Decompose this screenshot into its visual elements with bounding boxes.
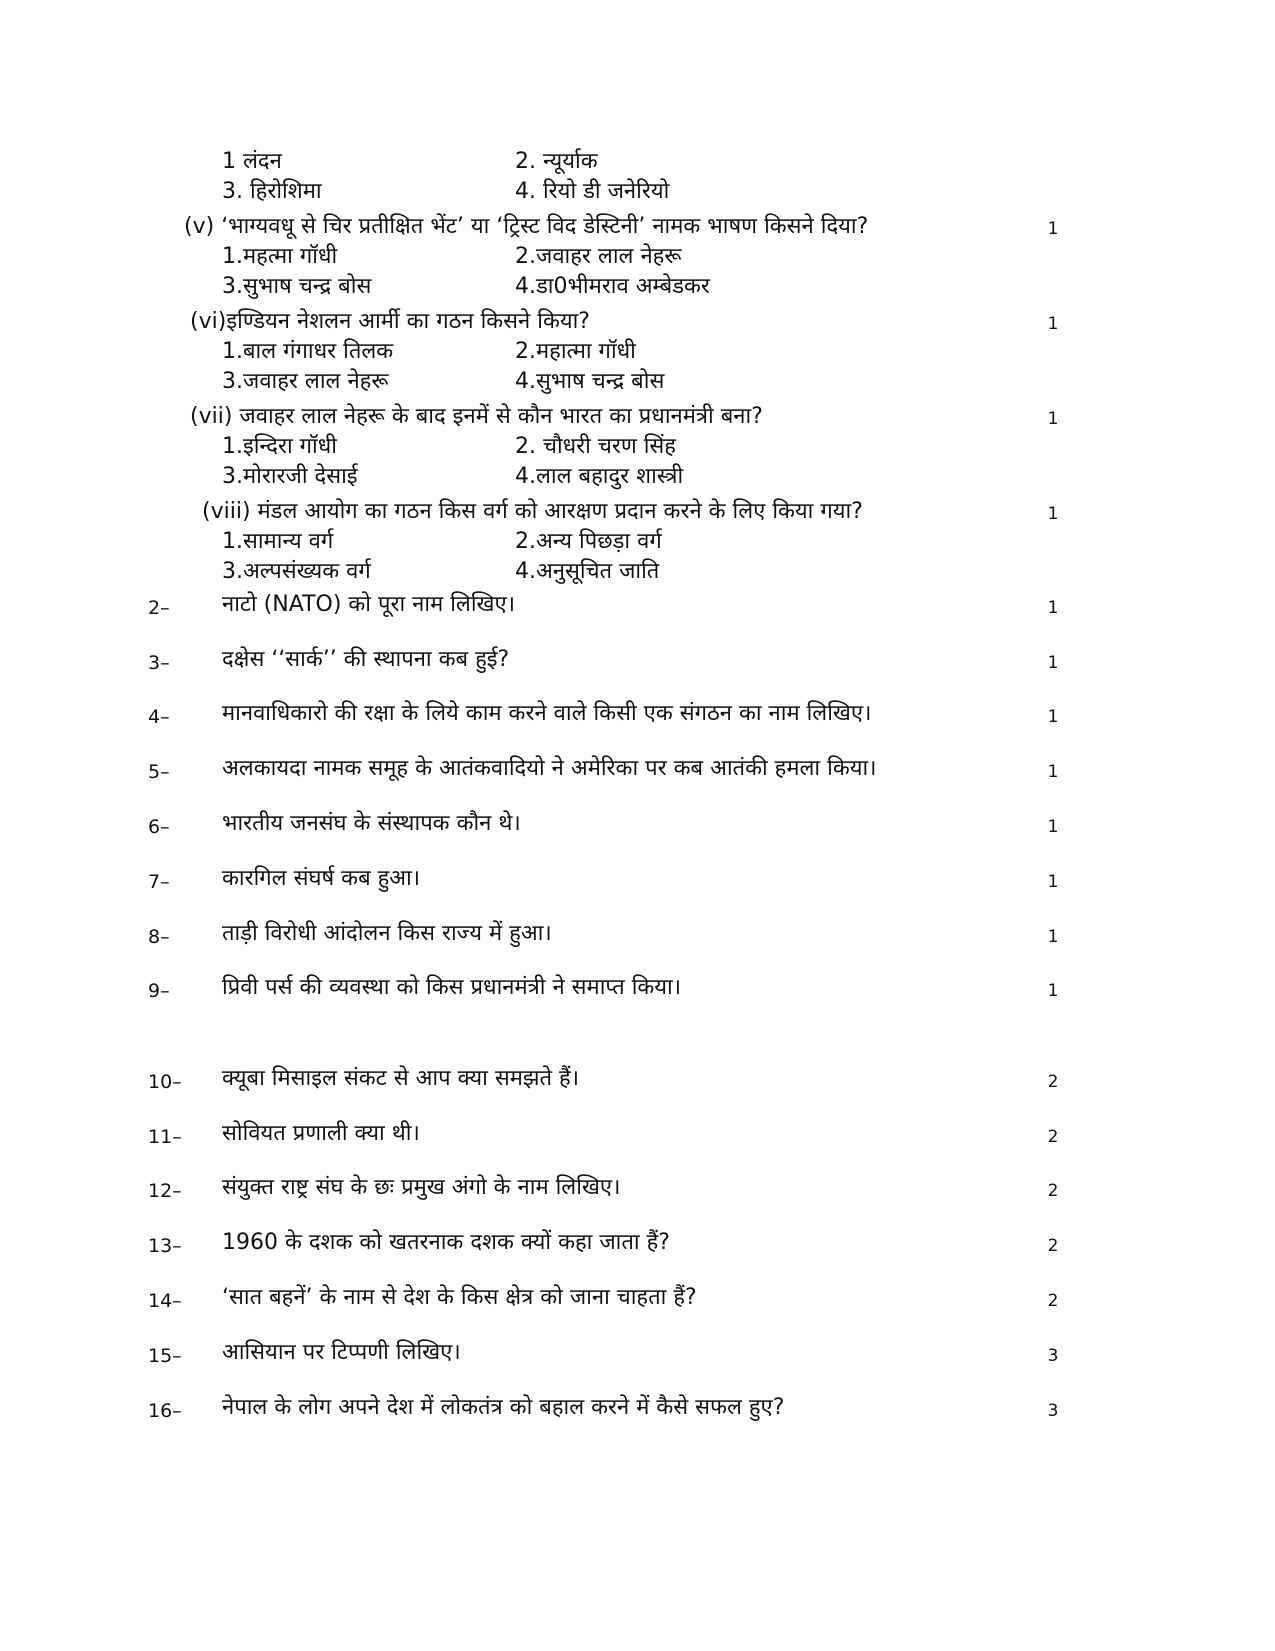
question-number: 12– — [148, 1180, 182, 1202]
option-4: 4. रियो डी जनेरियो — [515, 179, 670, 204]
question-text: दक्षेस ‘‘सार्क’’ की स्थापना कब हुई? — [222, 647, 510, 672]
question-number: 10– — [148, 1071, 182, 1093]
question-number: 2– — [148, 597, 170, 619]
marks: 1 — [1047, 817, 1059, 837]
question-number: 9– — [148, 980, 170, 1002]
option-3: 3. हिरोशिमा — [222, 179, 322, 204]
option-2: 2. चौधरी चरण सिंह — [515, 434, 676, 459]
option-2: 2. न्यूर्याक — [515, 149, 598, 174]
marks: 2 — [1047, 1127, 1059, 1147]
marks: 1 — [1047, 653, 1059, 673]
question-text: नेपाल के लोग अपने देश में लोकतंत्र को बहाल करने में कैसे सफल हुए? — [222, 1395, 785, 1420]
question-number: 11– — [148, 1126, 182, 1148]
marks: 1 — [1047, 314, 1059, 334]
option-2: 2.महात्मा गॉधी — [515, 339, 636, 364]
marks: 3 — [1047, 1401, 1059, 1421]
question-text: संयुक्त राष्ट्र संघ के छः प्रमुख अंगो के नाम लिखिए। — [222, 1175, 621, 1200]
marks: 1 — [1047, 219, 1059, 239]
question-text: प्रिवी पर्स की व्यवस्था को किस प्रधानमंत्री ने समाप्त किया। — [222, 975, 682, 1000]
mcq-question — [202, 497, 863, 527]
question-number: 14– — [148, 1290, 182, 1312]
mcq-tag: (vii) — [190, 404, 233, 429]
question-text: 1960 के दशक को खतरनाक दशक क्यों कहा जाता हैं? — [222, 1230, 670, 1255]
marks: 1 — [1047, 981, 1059, 1001]
marks: 3 — [1047, 1346, 1059, 1366]
option-3: 3.अल्पसंख्यक वर्ग — [222, 559, 371, 584]
marks: 1 — [1047, 598, 1059, 618]
question-text: सोवियत प्रणाली क्या थी। — [222, 1121, 420, 1146]
question-number: 13– — [148, 1235, 182, 1257]
question-text: मानवाधिकारो की रक्षा के लिये काम करने वाले किसी एक संगठन का नाम लिखिए। — [222, 701, 872, 726]
option-4: 4.अनुसूचित जाति — [515, 559, 660, 584]
mcq-question — [190, 402, 763, 432]
option-2: 2.जवाहर लाल नेहरू — [515, 244, 682, 269]
marks: 2 — [1047, 1181, 1059, 1201]
option-4: 4.लाल बहादुर शास्त्री — [515, 464, 684, 489]
mcq-question-text: मंडल आयोग का गठन किस वर्ग को आरक्षण प्रदान करने के लिए किया गया? — [257, 499, 863, 524]
question-number: 4– — [148, 706, 170, 728]
option-1: 1.महत्मा गॉधी — [222, 244, 338, 269]
question-text: ताड़ी विरोधी आंदोलन किस राज्य में हुआ। — [222, 921, 552, 946]
question-text: क्यूबा मिसाइल संकट से आप क्या समझते हैं। — [222, 1066, 580, 1091]
marks: 1 — [1047, 504, 1059, 524]
marks: 2 — [1047, 1291, 1059, 1311]
option-1: 1.बाल गंगाधर तिलक — [222, 339, 394, 364]
option-1: 1 लंदन — [222, 149, 282, 174]
mcq-tag: (viii) — [202, 499, 251, 524]
option-3: 3.सुभाष चन्द्र बोस — [222, 274, 372, 299]
question-text: अलकायदा नामक समूह के आतंकवादियो ने अमेरिका पर कब आतंकी हमला किया। — [222, 756, 877, 781]
mcq-question — [190, 307, 590, 337]
option-3: 3.मोरारजी देसाई — [222, 464, 358, 489]
option-3: 3.जवाहर लाल नेहरू — [222, 369, 389, 394]
question-number: 3– — [148, 652, 170, 674]
marks: 2 — [1047, 1236, 1059, 1256]
question-text: आसियान पर टिप्पणी लिखिए। — [222, 1340, 461, 1365]
option-1: 1.सामान्य वर्ग — [222, 529, 334, 554]
mcq-question-text: जवाहर लाल नेहरू के बाद इनमें से कौन भारत का प्रधानमंत्री बना? — [239, 404, 763, 429]
marks: 1 — [1047, 872, 1059, 892]
option-2: 2.अन्य पिछड़ा वर्ग — [515, 529, 662, 554]
question-number: 6– — [148, 816, 170, 838]
question-number: 15– — [148, 1345, 182, 1367]
question-text: कारगिल संघर्ष कब हुआ। — [222, 866, 421, 891]
question-text: ‘सात बहनें’ के नाम से देश के किस क्षेत्र को जाना चाहता हैं? — [222, 1285, 697, 1310]
question-number: 16– — [148, 1400, 182, 1422]
option-4: 4.सुभाष चन्द्र बोस — [515, 369, 665, 394]
marks: 1 — [1047, 409, 1059, 429]
mcq-question-text: ‘भाग्यवधू से चिर प्रतीक्षित भेंट’ या ‘ट्रिस्ट विद डेस्टिनी’ नामक भाषण किसने दिया? — [221, 214, 869, 239]
question-number: 8– — [148, 926, 170, 948]
question-text: भारतीय जनसंघ के संस्थापक कौन थे। — [222, 811, 521, 836]
mcq-tag: (vi) — [190, 309, 227, 334]
mcq-tag: (v) — [184, 214, 215, 239]
question-text: नाटो (NATO) को पूरा नाम लिखिए। — [222, 592, 516, 617]
marks: 1 — [1047, 707, 1059, 727]
mcq-question — [184, 212, 868, 242]
marks: 2 — [1047, 1072, 1059, 1092]
marks: 1 — [1047, 927, 1059, 947]
question-number: 5– — [148, 761, 170, 783]
marks: 1 — [1047, 762, 1059, 782]
mcq-question-text: इण्डियन नेशलन आर्मी का गठन किसने किया? — [226, 309, 590, 334]
question-number: 7– — [148, 871, 170, 893]
option-1: 1.इन्दिरा गॉधी — [222, 434, 337, 459]
option-4: 4.डा0भीमराव अम्बेडकर — [515, 274, 710, 299]
